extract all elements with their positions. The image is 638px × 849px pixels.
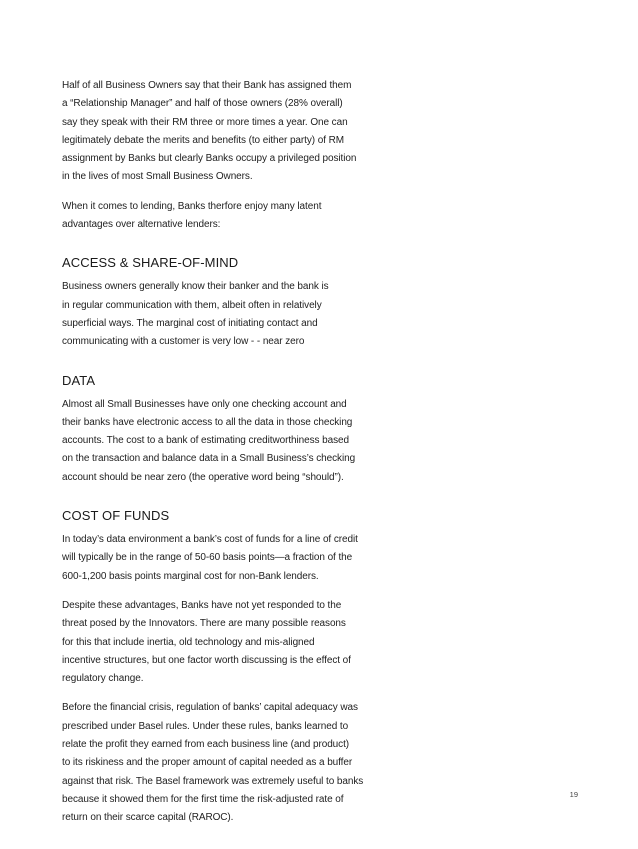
paragraph-line: against that risk. The Basel framework was extremely useful to banks xyxy=(62,775,364,787)
paragraph-line: relate the profit they earned from each business line (and product) xyxy=(62,739,350,751)
paragraph-line: In today’s data environment a bank’s cost of funds for a line of credit xyxy=(62,534,358,546)
body-paragraph xyxy=(62,198,392,235)
paragraph-line: incentive structures, but one factor worth discussing is the effect of xyxy=(62,654,351,666)
paragraph-line: accounts. The cost to a bank of estimating creditworthiness based xyxy=(62,435,349,447)
page-number: 19 xyxy=(569,790,578,799)
paragraph-line: to its riskiness and the proper amount of capital needed as a buffer xyxy=(62,757,353,769)
paragraph-line: a “Relationship Manager” and half of those owners (28% overall) xyxy=(62,98,343,110)
paragraph-line: Despite these advantages, Banks have not yet responded to the xyxy=(62,599,342,611)
paragraph-line: legitimately debate the merits and benefits (to either party) of RM xyxy=(62,134,344,146)
paragraph-line: Before the financial crisis, regulation of banks’ capital adequacy was xyxy=(62,702,358,714)
paragraph-line: in regular communication with them, albeit often in relatively xyxy=(62,299,322,311)
paragraph-line: return on their scarce capital (RAROC). xyxy=(62,812,234,824)
body-paragraph xyxy=(62,699,392,827)
paragraph-line: on the transaction and balance data in a Small Business’s checking xyxy=(62,453,356,465)
paragraph-line: Half of all Business Owners say that their Bank has assigned them xyxy=(62,80,352,91)
paragraph-line: communicating with a customer is very low - - near zero xyxy=(62,336,305,348)
paragraph-line: superficial ways. The marginal cost of initiating contact and xyxy=(62,317,318,329)
body-paragraph xyxy=(62,278,392,351)
body-paragraph xyxy=(62,531,392,586)
paragraph-line: Almost all Small Businesses have only one checking account and xyxy=(62,398,347,410)
section-heading: DATA xyxy=(62,372,96,388)
paragraph-line: Business owners generally know their banker and the bank is xyxy=(62,281,329,293)
paragraph-line: assignment by Banks but clearly Banks occupy a privileged position xyxy=(62,153,357,165)
paragraph-line: When it comes to lending, Banks therfore enjoy many latent xyxy=(62,200,322,212)
section-heading: ACCESS & SHARE-OF-MIND xyxy=(62,255,239,271)
paragraph-line: in the lives of most Small Business Owners. xyxy=(62,171,253,183)
paragraph-line: regulatory change. xyxy=(62,673,144,685)
body-paragraph xyxy=(62,77,392,187)
page-body xyxy=(62,77,392,839)
paragraph-line: say they speak with their RM three or more times a year. One can xyxy=(62,116,348,128)
paragraph-line: account should be near zero (the operative word being “should”). xyxy=(62,471,344,483)
paragraph-line: threat posed by the Innovators. There are many possible reasons xyxy=(62,618,346,630)
paragraph-line: prescribed under Basel rules. Under these rules, banks learned to xyxy=(62,720,349,732)
paragraph-line: will typically be in the range of 50-60 basis points—a fraction of the xyxy=(62,552,353,564)
paragraph-line: 600-1,200 basis points marginal cost for non-Bank lenders. xyxy=(62,570,319,582)
body-paragraph xyxy=(62,597,392,688)
section-heading: COST OF FUNDS xyxy=(62,508,170,524)
paragraph-line: because it showed them for the first time the risk-adjusted rate of xyxy=(62,793,344,805)
paragraph-line: advantages over alternative lenders: xyxy=(62,219,221,231)
body-paragraph xyxy=(62,396,392,487)
paragraph-line: for this that include inertia, old technology and mis-aligned xyxy=(62,636,315,648)
paragraph-line: their banks have electronic access to all the data in those checking xyxy=(62,416,353,428)
